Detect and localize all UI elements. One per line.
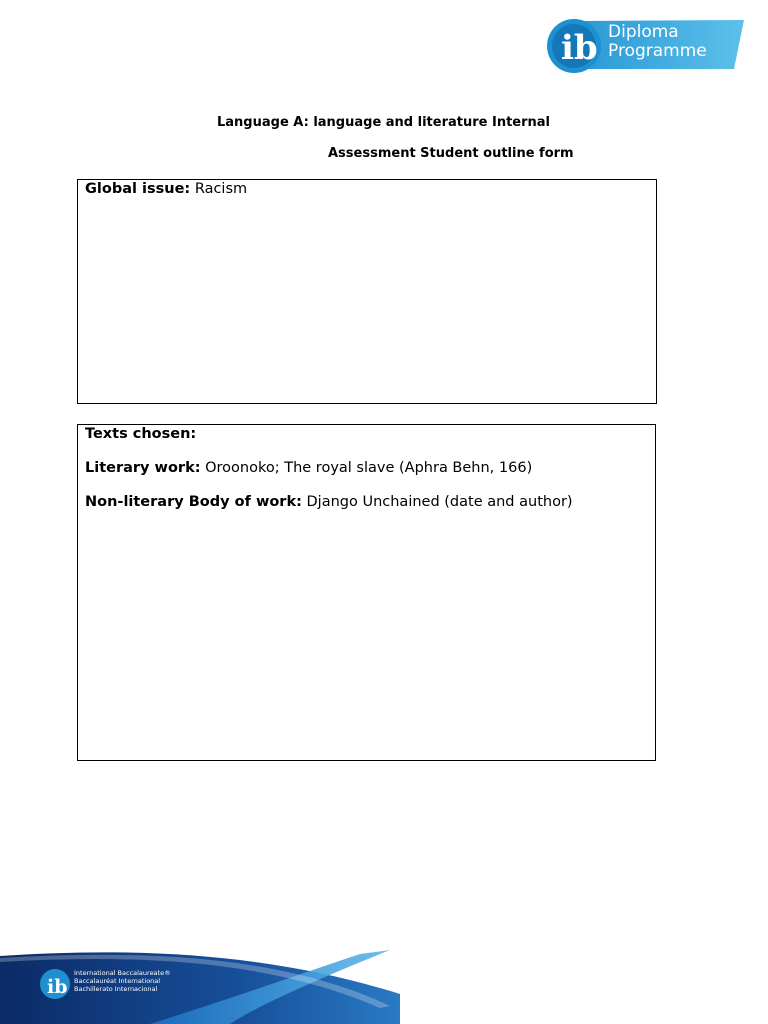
global-issue-value: Racism (194, 181, 248, 197)
svg-text:ib: ib (47, 976, 68, 998)
literary-work-label: Literary work: (85, 460, 201, 476)
texts-chosen-heading: Texts chosen: (85, 426, 197, 442)
svg-text:ib: ib (561, 28, 598, 68)
document-title-line1: Language A: language and literature Internal (217, 115, 551, 130)
footer-banner (0, 944, 768, 1024)
ib-diploma-logo (544, 17, 748, 75)
footer-line3: Bachillerato Internacional (74, 985, 158, 993)
texts-chosen-box (77, 424, 656, 761)
texts-chosen-heading-line (85, 426, 196, 442)
global-issue-box (77, 179, 657, 404)
logo-line2: Programme (608, 41, 707, 61)
global-issue-label: Global issue: (85, 181, 191, 197)
nonliterary-work-line (85, 494, 573, 510)
literary-work-value: Oroonoko; The royal slave (Aphra Behn, 166) (205, 460, 533, 476)
global-issue-line (85, 181, 247, 197)
footer-org-names (74, 969, 171, 993)
footer-line1: International Baccalaureate® (74, 969, 171, 977)
nonliterary-work-value: Django Unchained (date and author) (306, 494, 573, 510)
document-title-line2: Assessment Student outline form (328, 146, 574, 161)
nonliterary-work-label: Non-literary Body of work: (85, 494, 302, 510)
logo-line1: Diploma (608, 22, 679, 42)
literary-work-line (85, 460, 532, 476)
footer-line2: Baccalauréat International (74, 977, 161, 985)
